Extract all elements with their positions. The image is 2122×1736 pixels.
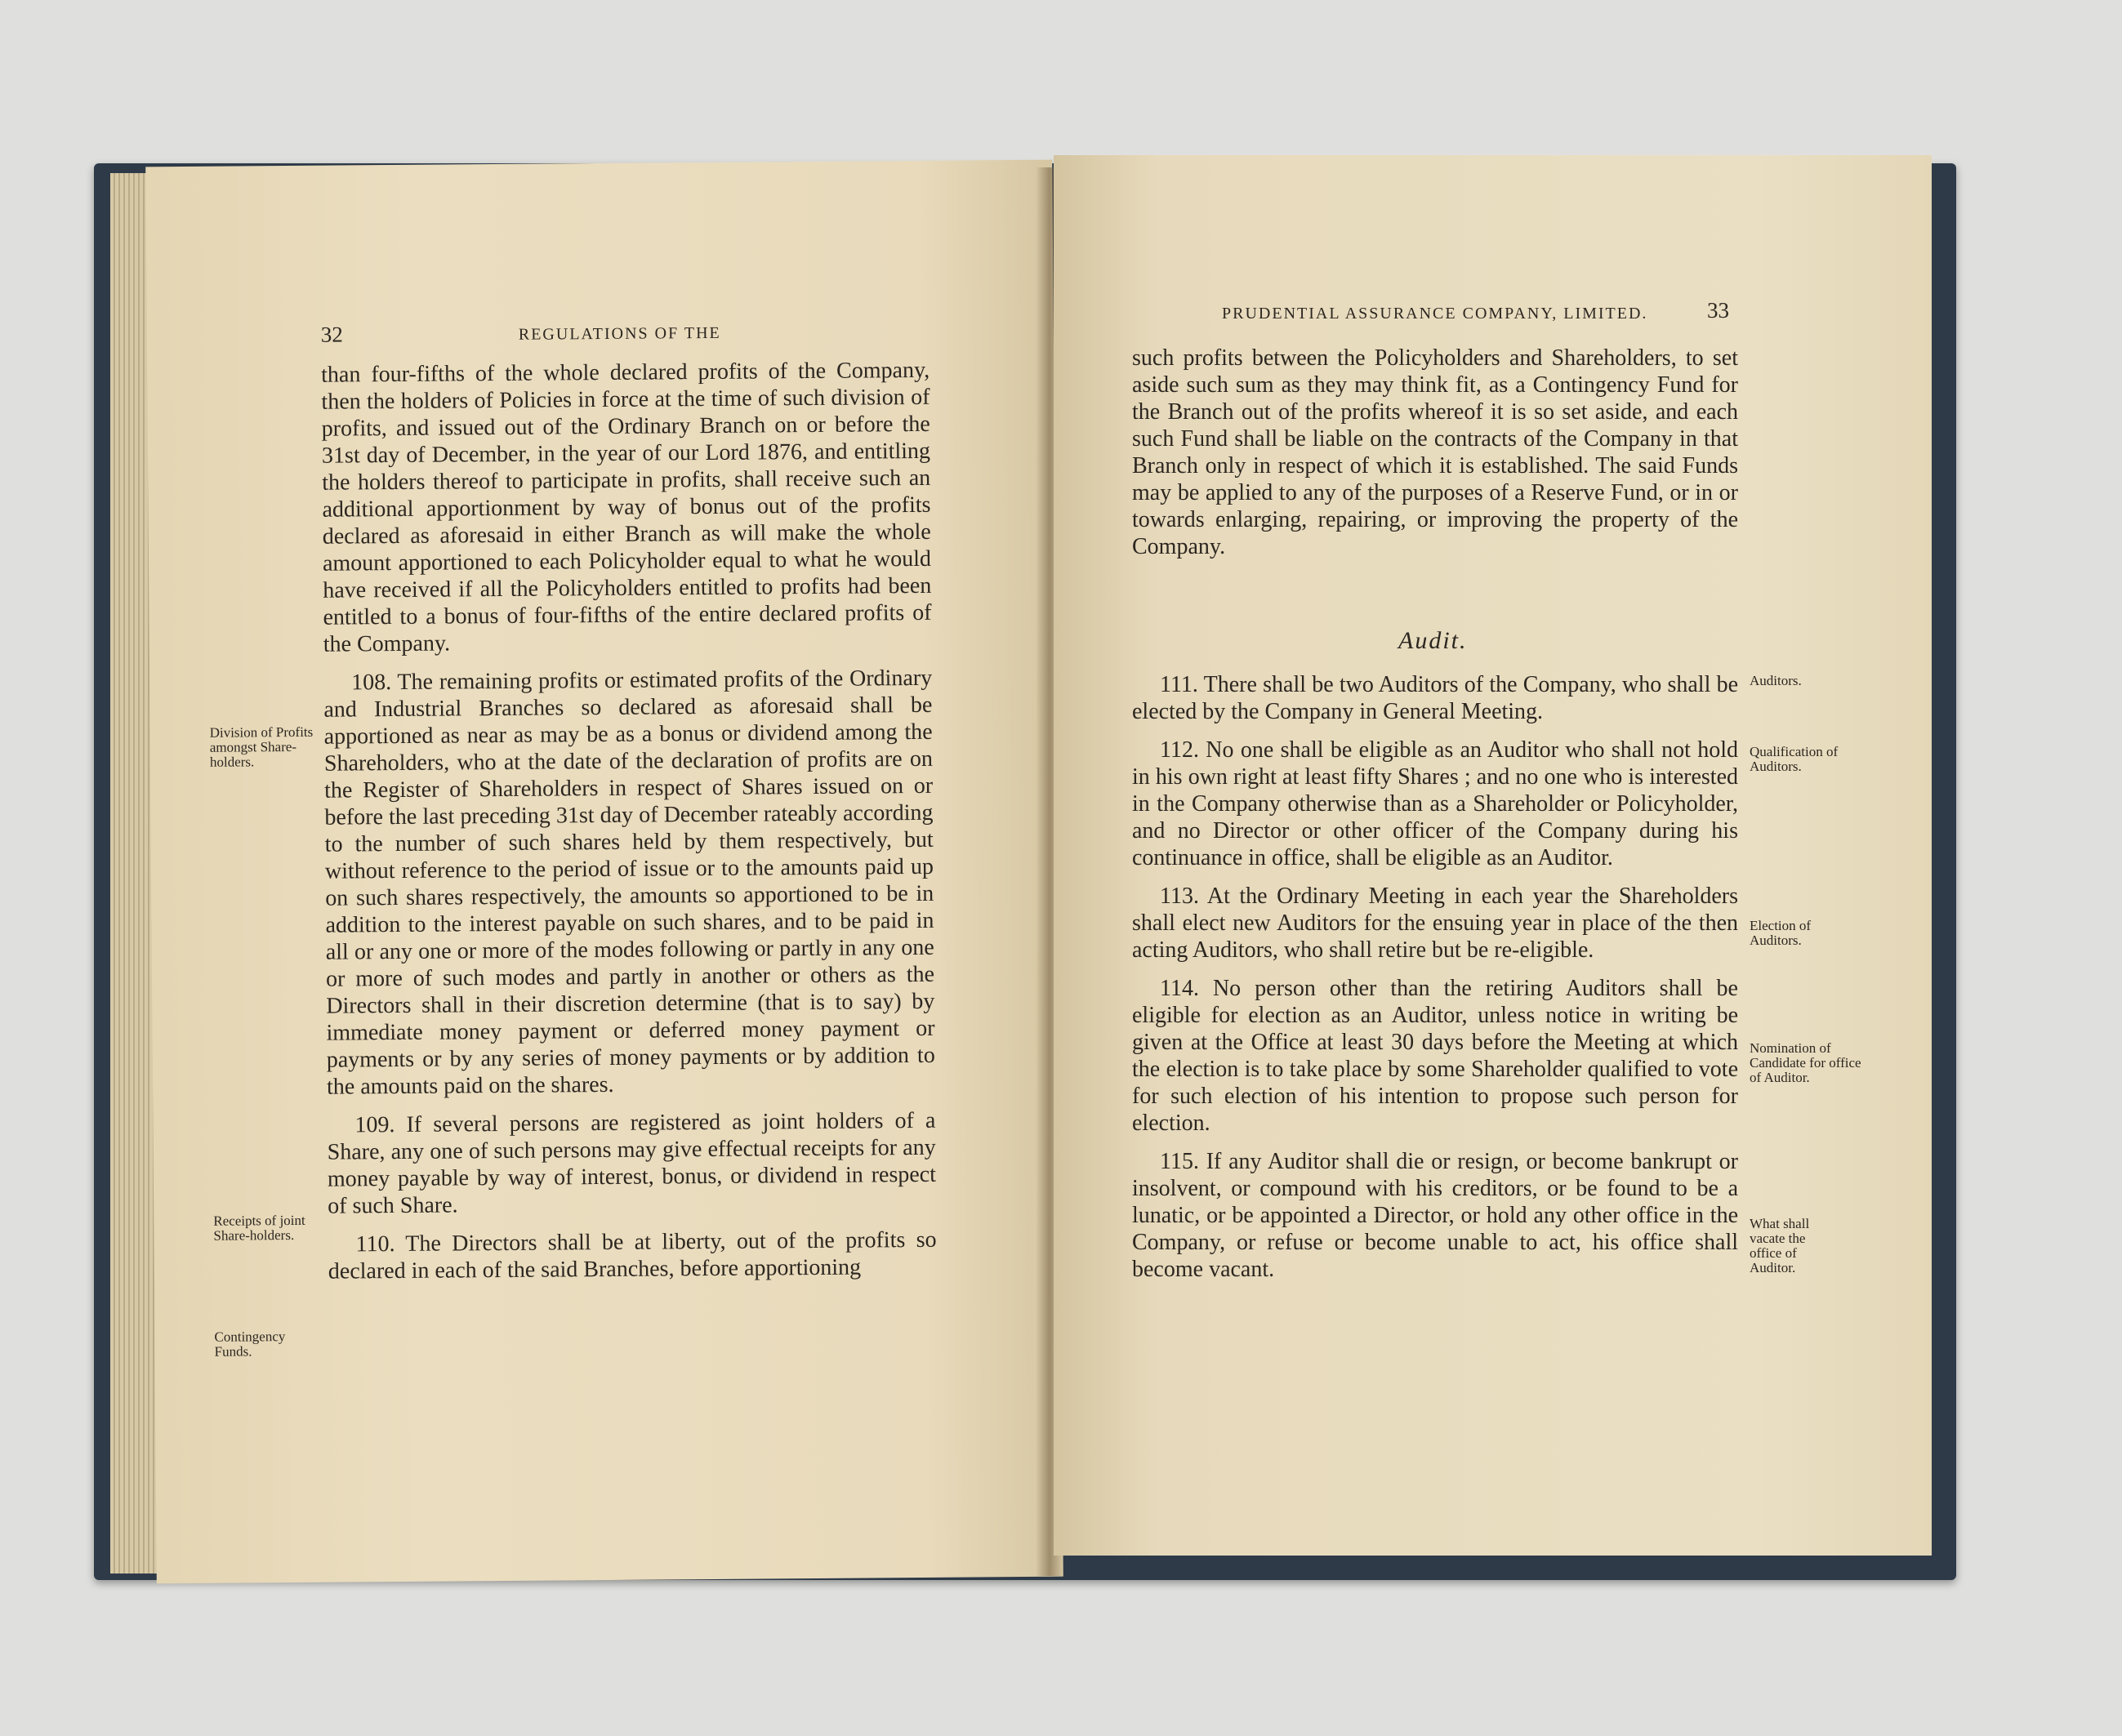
continuation-paragraph: than four-fifths of the whole declared profits of the Company, then the holders of Policies in force at the time of such division of profits, and issued out of the Ordinary Branch on or before the 31st day of December, in the year of our Lord 1876, and entitling the holders thereof to participate in profits, shall receive such an additional apportionment by way of bonus out of the profits declared as aforesaid in either Branch as will make the whole amount apportioned to each Policyholder equal to what he would have received if all the Policyholders entitled to profits had been entitled to a bonus of four-fifths of the entire declared profits of the Company.: [321, 357, 932, 657]
right-page: [1054, 155, 1932, 1556]
paragraph-113: 113. At the Ordinary Meeting in each year the Shareholders shall elect new Auditors for the ensuing year in place of the then acting Auditors, who shall retire but be re-eligible.: [1132, 884, 1738, 963]
margin-note-111: Auditors.: [1750, 673, 1802, 688]
paragraph-110: 110. The Directors shall be at liberty, out of the profits so declared in each of the said Branches, before apportioning: [328, 1226, 937, 1284]
margin-note-115: What shall vacate the office of Auditor.: [1750, 1216, 1810, 1275]
margin-note-109: Receipts of joint Share-holders.: [213, 1212, 305, 1244]
left-page: [145, 160, 1063, 1584]
margin-note-108: Division of Profits amongst Share-holders.: [209, 723, 314, 770]
paragraph-114: 114. No person other than the retiring Auditors shall be eligible for election as an Auditor, unless notice in writing be given at the Office at least 30 days before the Meeting at which the election is to take place by some Shareholder qualified to vote for such election of his intention to propose such person for election.: [1132, 976, 1738, 1136]
paragraph-109: 109. If several persons are registered as joint holders of a Share, any one of such persons may give effectual receipts for any money payable by way of interest, bonus, or dividend in respect of such Share.: [327, 1107, 937, 1219]
left-body-text: [321, 357, 937, 1297]
paragraph-112: 112. No one shall be eligible as an Auditor who shall not hold in his own right at least fifty Shares ; and no one who is interested in the Company otherwise than as a Shareholder or Policyholder, and no Director or other officer of the Company during his continuance in office, shall be eligible as an Auditor.: [1132, 737, 1738, 870]
margin-note-110: Contingency Funds.: [214, 1329, 286, 1360]
paragraph-115: 115. If any Auditor shall die or resign, or become bankrupt or insolvent, or compound with his creditors, or be found to be a lunatic, or be appointed a Director, or hold any other office in the Company, or refuse or become unable to act, his office shall become vacant.: [1132, 1149, 1738, 1282]
margin-note-112: Qualification of Auditors.: [1750, 744, 1839, 774]
running-head: REGULATIONS OF THE: [518, 323, 721, 344]
page-number: 33: [1707, 298, 1729, 323]
paragraph-108: 108. The remaining profits or estimated profits of the Ordinary and Industrial Branches so declared as aforesaid shall be apportioned as near as may be as a bonus or dividend among the Shareholders, who at the date of the declaration of profits are on the Register of Shareholders in respect of Shares issued on or before the last preceding 31st day of December rateably according to the number of such shares held by them respectively, but without reference to the period of issue or to the amounts paid up on such shares respectively, the amounts so apportioned to be in addition to the interest payable on such shares, and to be paid in all or any one or more of the modes following or partly in any one or more of such modes and partly in another or others as the Directors shall in their discretion determine (that is to say) by immediate money payment or deferred money payment or payments or by any series of money payments or by addition to the amounts paid on the shares.: [323, 665, 935, 1100]
margin-note-114: Nomination of Candidate for office of Auditor.: [1750, 1040, 1861, 1085]
page-number: 32: [320, 322, 343, 347]
right-body-text: [1132, 671, 1738, 1294]
margin-note-113: Election of Auditors.: [1750, 918, 1812, 948]
running-head: PRUDENTIAL ASSURANCE COMPANY, LIMITED.: [1222, 305, 1648, 323]
continuation-paragraph: such profits between the Policyholders and Shareholders, to set aside such sum as they may think fit, as a Contingency Fund for the Branch out of the profits whereof it is so set aside, and each such Fund shall be liable on the contracts of the Company in that Branch only in respect of which it is established. The said Funds may be applied to any of the purposes of a Reserve Fund, or in or towards enlarging, repairing, or improving the property of the Company.: [1132, 345, 1738, 559]
paragraph-111: 111. There shall be two Auditors of the Company, who shall be elected by the Company in General Meeting.: [1132, 672, 1738, 724]
section-heading-audit: Audit.: [1398, 627, 1468, 654]
right-body-text-continuation: [1132, 345, 1738, 572]
